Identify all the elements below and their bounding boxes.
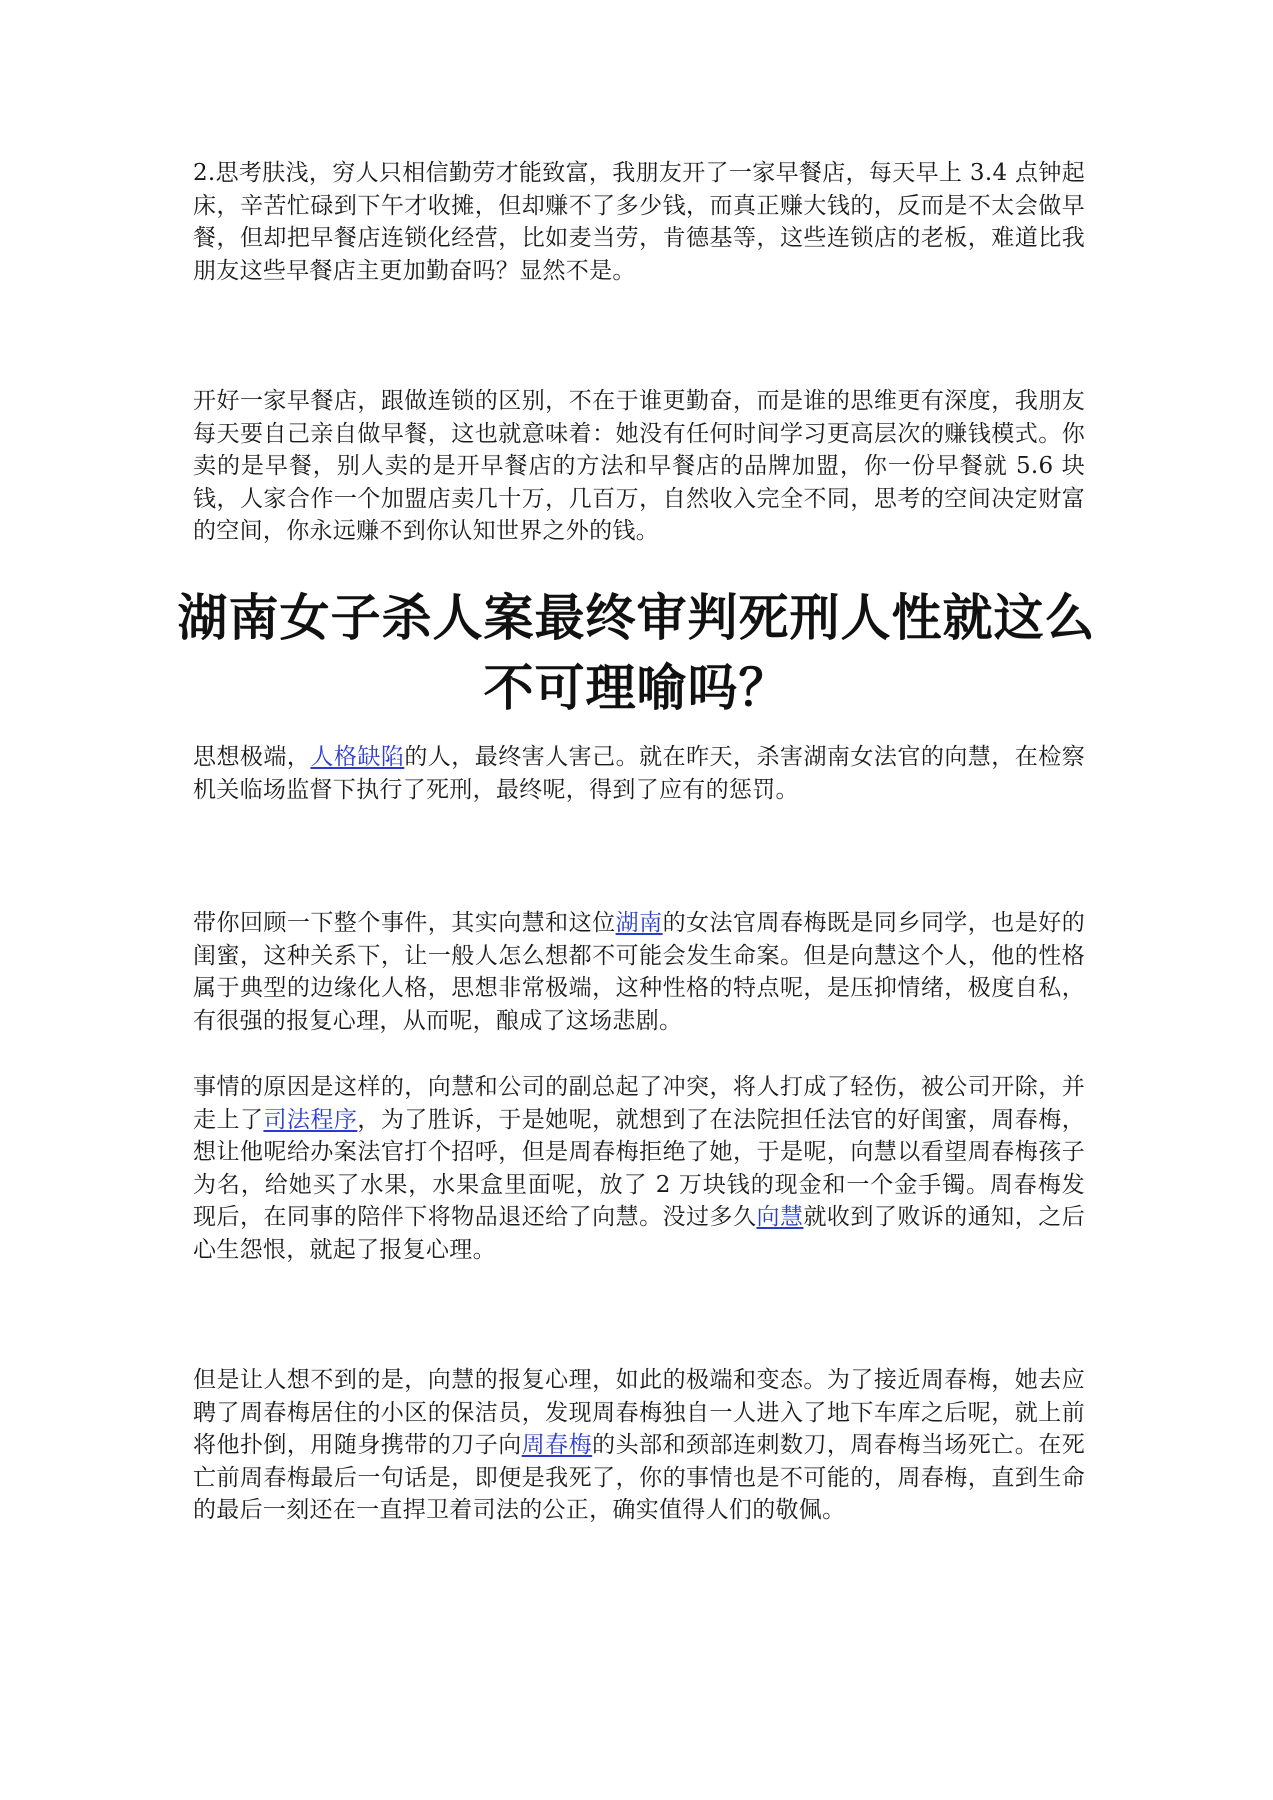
paragraph-text: 的女法官周春梅既是同乡同学，也是好的闺蜜，这种关系下，让一般人怎么想都不可能会发生命案。但是向慧这个人，他的性格属于典型的边缘化人格，思想非常极端，这种性格的特点呢，是压抑情绪，极度自私，有很强的报复心理，从而呢，酿成了这场悲剧。: [193, 910, 1086, 1034]
article-title: 湖南女子杀人案最终审判死刑人性就这么不可理喻吗？: [177, 589, 1096, 717]
paragraph-breakfast-shop: [193, 157, 1085, 287]
link-zhou-chunmei[interactable]: 周春梅: [521, 1432, 593, 1458]
paragraph-text: 事情的原因是这样的，向慧和公司的副总起了冲突，将人打成了轻伤，被公司开除，并走上了: [193, 1074, 1085, 1133]
paragraph-text: 2.思考肤浅，穷人只相信勤劳才能致富，我朋友开了一家早餐店，每天早上 3.4 点钟起床，辛苦忙碌到下午才收摊，但却赚不了多少钱，而真正赚大钱的，反而是不太会做早餐，但却把早餐店连锁化经营，比如麦当劳，肯德基等，这些连锁店的老板，难道比我朋友这些早餐店主更加勤奋吗？显然不是。: [193, 160, 1085, 284]
link-judicial-procedure[interactable]: 司法程序: [263, 1106, 358, 1133]
paragraph-review: [193, 907, 1085, 1037]
paragraph-text: 的人，最终害人害己。就在昨天，杀害湖南女法官的向慧，在检察机关临场监督下执行了死刑，最终呢，得到了应有的惩罚。: [193, 744, 1086, 803]
paragraph-intro: [193, 741, 1085, 806]
paragraph-text: 就收到了败诉的通知，之后心生怨恨，就起了报复心理。: [193, 1204, 1085, 1263]
paragraph-text: 开好一家早餐店，跟做连锁的区别，不在于谁更勤奋，而是谁的思维更有深度，我朋友每天要自己亲自做早餐，这也就意味着：她没有任何时间学习更高层次的赚钱模式。你卖的是早餐，别人卖的是开早餐店的方法和早餐店的品牌加盟，你一份早餐就 5.6 块钱，人家合作一个加盟店卖几十万，几百万，自然收入完全不同，思考的空间决定财富的空间，你永远赚不到你认知世界之外的钱。: [193, 388, 1085, 544]
paragraph-text: 但是让人想不到的是，向慧的报复心理，如此的极端和变态。为了接近周春梅，她去应聘了周春梅居住的小区的保洁员，发现周春梅独自一人进入了地下车库之后呢，就上前将他扑倒，用随身携带的刀子向: [193, 1367, 1085, 1458]
paragraph-chain-thinking: [193, 385, 1085, 548]
link-xiang-hui[interactable]: 向慧: [756, 1204, 804, 1230]
paragraph-text: 带你回顾一下整个事件，其实向慧和这位: [193, 910, 616, 936]
paragraph-text: 思想极端，: [193, 744, 311, 770]
paragraph-revenge: [193, 1364, 1085, 1527]
link-hunan[interactable]: 湖南: [615, 910, 663, 936]
link-personality-defect[interactable]: 人格缺陷: [310, 744, 405, 770]
paragraph-cause: [193, 1071, 1085, 1266]
paragraph-text: ，为了胜诉，于是她呢，就想到了在法院担任法官的好闺蜜，周春梅，想让他呢给办案法官打个招呼，但是周春梅拒绝了她，于是呢，向慧以看望周春梅孩子为名，给她买了水果，水果盒里面呢，放了 2 万块钱的现金和一个金手镯。周春梅发现后，在同事的陪伴下将物品退还给了向慧。没过多久: [193, 1106, 1085, 1230]
paragraph-text: 的头部和颈部连刺数刀，周春梅当场死亡。在死亡前周春梅最后一句话是，即便是我死了，你的事情也是不可能的，周春梅，直到生命的最后一刻还在一直捍卫着司法的公正，确实值得人们的敬佩。: [193, 1432, 1085, 1523]
